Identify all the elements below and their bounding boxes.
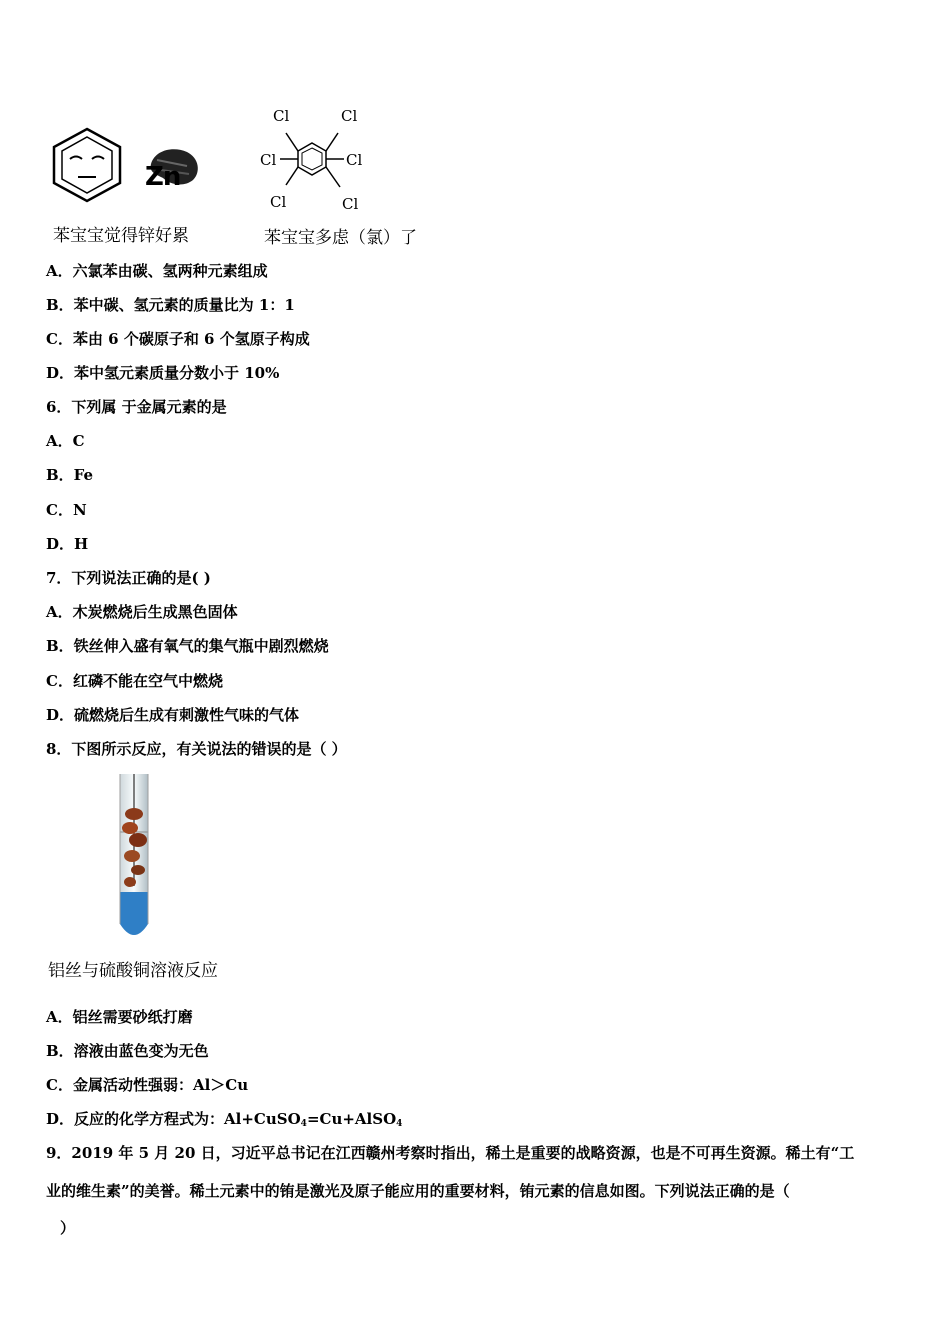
benzene-face-figure	[50, 125, 125, 205]
q5-option-c: C．苯由 6 个碳原子和 6 个氢原子构成	[46, 330, 310, 348]
q6-option-a: A．C	[46, 432, 85, 450]
q7-option-c: C．红磷不能在空气中燃烧	[46, 672, 223, 690]
q8-option-c: C．金属活动性强弱：Al＞Cu	[46, 1076, 249, 1094]
q8-option-d-sub1: 4	[300, 1119, 307, 1129]
caption-benzene-zinc: 苯宝宝觉得锌好累	[53, 226, 189, 246]
test-tube-caption: 铝丝与硫酸铜溶液反应	[48, 961, 218, 981]
q5-option-d: D．苯中氢元素质量分数小于 10%	[46, 364, 280, 382]
zinc-label: Zn	[145, 162, 181, 192]
q8-option-d-mid: =Cu+AlSO	[306, 1110, 397, 1128]
q7-option-d: D．硫燃烧后生成有刺激性气味的气体	[46, 706, 300, 724]
caption-benzene-chlorine: 苯宝宝多虑（氯）了	[264, 228, 417, 248]
q6-option-d: D．H	[46, 535, 89, 553]
q5-option-b: B．苯中碳、氢元素的质量比为 1：1	[46, 296, 295, 314]
q9-line-3: ）	[60, 1219, 76, 1237]
q8-option-b: B．溶液由蓝色变为无色	[46, 1042, 209, 1060]
cl-label-right: Cl	[346, 151, 363, 169]
q8-option-d-sub2: 4	[396, 1119, 403, 1129]
q8-option-d-prefix: D．反应的化学方程式为：Al+CuSO	[46, 1110, 301, 1128]
cl-label-top-right: Cl	[341, 107, 358, 125]
q7-option-a: A．木炭燃烧后生成黑色固体	[46, 603, 238, 621]
q8-option-d	[46, 1109, 402, 1134]
q6-option-b: B．Fe	[46, 466, 94, 484]
cl-label-left: Cl	[260, 151, 277, 169]
q8-stem: 8．下图所示反应，有关说法的错误的是（ ）	[46, 740, 347, 758]
test-tube-figure	[112, 774, 156, 946]
q6-option-c: C．N	[46, 501, 87, 519]
q5-option-a: A．六氯苯由碳、氢两种元素组成	[46, 262, 268, 280]
q7-option-b: B．铁丝伸入盛有氧气的集气瓶中剧烈燃烧	[46, 637, 329, 655]
q6-stem: 6．下列属 于金属元素的是	[46, 398, 227, 416]
q9-line-1: 9．2019 年 5 月 20 日，习近平总书记在江西赣州考察时指出，稀土是重要的战略资源，也是不可再生资源。稀土有“工	[46, 1144, 855, 1162]
cl-label-top-left: Cl	[273, 107, 290, 125]
q7-stem: 7．下列说法正确的是( )	[46, 569, 211, 587]
cl-label-bottom-right: Cl	[342, 195, 359, 213]
zinc-figure	[143, 142, 203, 192]
q9-line-2: 业的维生素”的美誉。稀土元素中的铕是激光及原子能应用的重要材料，铕元素的信息如图。下列说法正确的是（	[46, 1182, 790, 1200]
q8-option-a: A．铝丝需要砂纸打磨	[46, 1008, 193, 1026]
cl-label-bottom-left: Cl	[270, 193, 287, 211]
